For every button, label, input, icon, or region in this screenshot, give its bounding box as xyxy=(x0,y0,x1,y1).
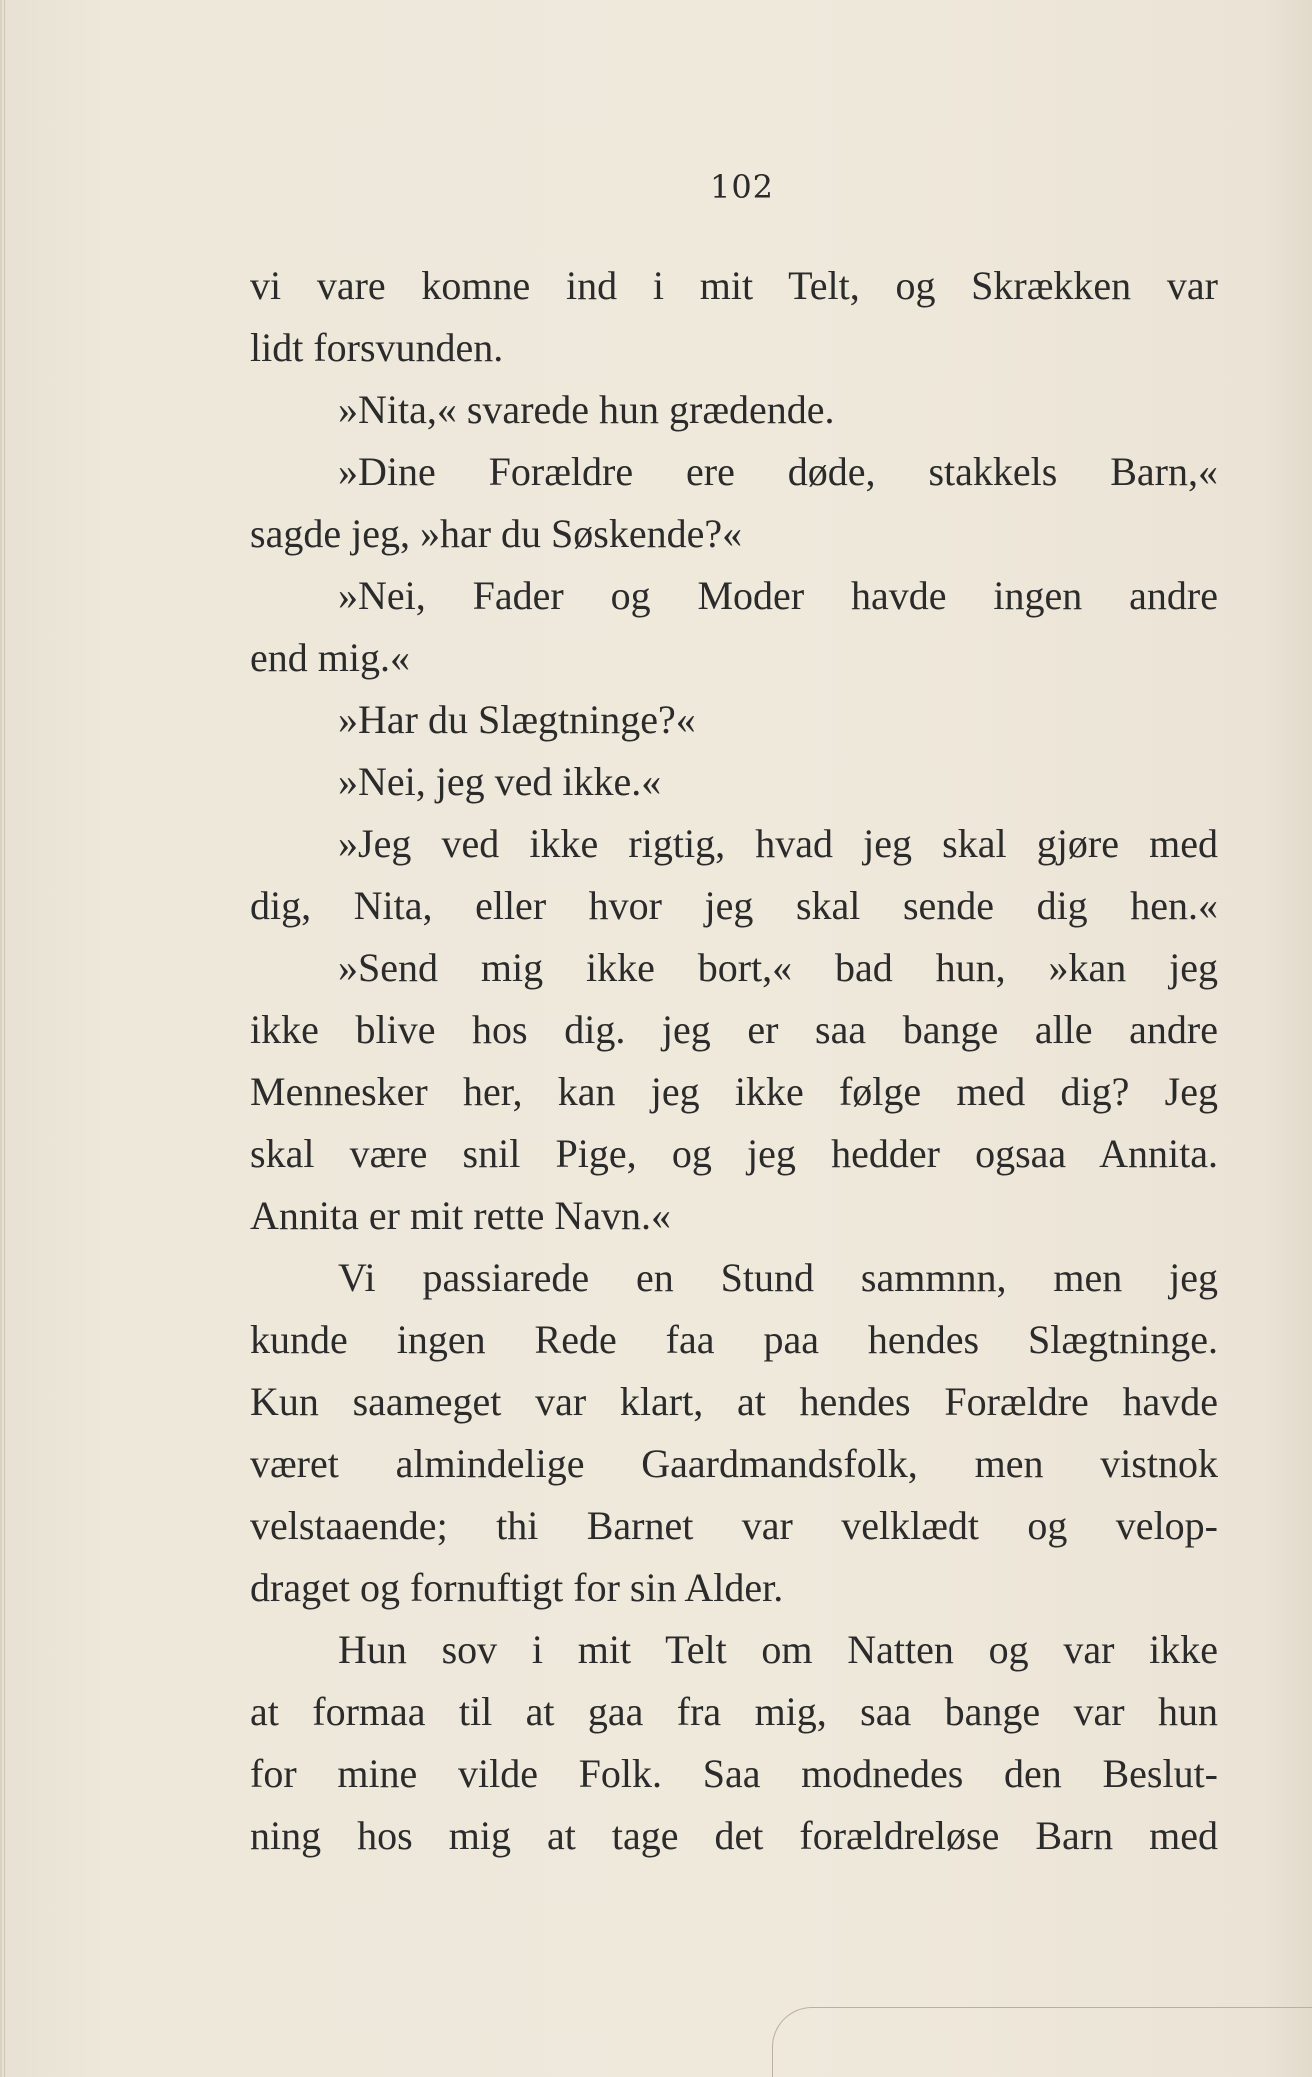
text-line: lidt forsvunden. xyxy=(250,325,504,370)
text-line: »Har du Slægtninge?« xyxy=(338,697,696,742)
text-line: vi vare komne ind i mit Telt, og Skrækken var xyxy=(250,263,1218,308)
text-line: Vi passiarede en Stund sammnn, men jeg xyxy=(338,1255,1218,1300)
text-line: »Send mig ikke bort,« bad hun, »kan jeg xyxy=(338,945,1218,990)
text-line: »Nei, Fader og Moder havde ingen andre xyxy=(338,573,1218,618)
text-line: Annita er mit rette Navn.« xyxy=(250,1193,671,1238)
page-corner-mark xyxy=(772,2007,1312,2077)
text-line: ikke blive hos dig. jeg er saa bange alle andre xyxy=(250,1007,1218,1052)
text-line: end mig.« xyxy=(250,635,410,680)
text-line: sagde jeg, »har du Søskende?« xyxy=(250,511,743,556)
text-line: Kun saameget var klart, at hendes Forældre havde xyxy=(250,1379,1218,1424)
text-line: at formaa til at gaa fra mig, saa bange var hun xyxy=(250,1689,1218,1734)
body-text xyxy=(250,255,1218,1867)
text-line: draget og fornuftigt for sin Alder. xyxy=(250,1565,784,1610)
text-line: skal være snil Pige, og jeg hedder ogsaa Annita. xyxy=(250,1131,1218,1176)
text-line: dig, Nita, eller hvor jeg skal sende dig hen.« xyxy=(250,883,1218,928)
text-line: for mine vilde Folk. Saa modnedes den Beslut- xyxy=(250,1751,1218,1796)
text-line: »Nita,« svarede hun grædende. xyxy=(338,387,835,432)
text-line: velstaaende; thi Barnet var velklædt og velop- xyxy=(250,1503,1218,1548)
text-line: »Dine Forældre ere døde, stakkels Barn,« xyxy=(338,449,1218,494)
page-number: 102 xyxy=(709,168,775,206)
text-line: »Nei, jeg ved ikke.« xyxy=(338,759,662,804)
text-line: været almindelige Gaardmandsfolk, men vistnok xyxy=(250,1441,1218,1486)
text-line: »Jeg ved ikke rigtig, hvad jeg skal gjøre med xyxy=(338,821,1218,866)
page-edge xyxy=(4,0,5,2077)
text-line: kunde ingen Rede faa paa hendes Slægtninge. xyxy=(250,1317,1218,1362)
text-line: Hun sov i mit Telt om Natten og var ikke xyxy=(338,1627,1218,1672)
text-line: ning hos mig at tage det forældreløse Barn med xyxy=(250,1813,1218,1858)
text-line: Mennesker her, kan jeg ikke følge med dig? Jeg xyxy=(250,1069,1218,1114)
